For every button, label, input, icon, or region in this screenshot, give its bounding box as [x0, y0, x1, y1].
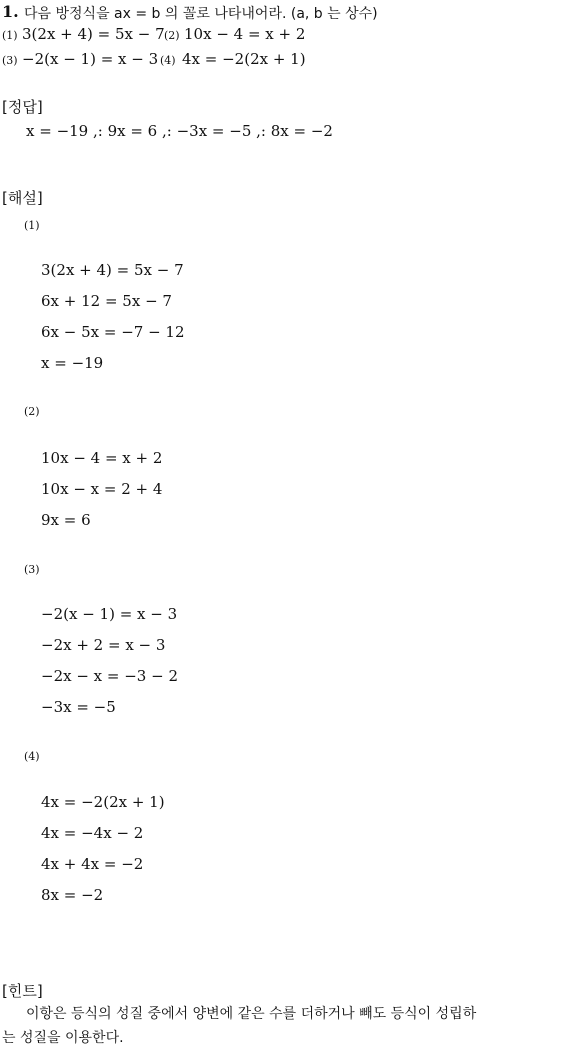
answer-text: x = −19 ,: 9x = 6 ,: −3x = −5 ,: 8x = −2	[26, 122, 333, 140]
problem-item-1-label: (1)	[2, 29, 18, 42]
problem-number: 1.	[2, 2, 19, 21]
problem-item-3-equation: −2(x − 1) = x − 3	[22, 50, 159, 68]
solution-part-4-step: 8x = −2	[41, 886, 104, 904]
answer-heading: [정답]	[2, 98, 43, 116]
solution-part-3-step: −3x = −5	[41, 698, 116, 716]
solution-part-3-step: −2x − x = −3 − 2	[41, 667, 178, 685]
problem-item-4-equation: 4x = −2(2x + 1)	[182, 50, 306, 68]
problem-prompt: 다음 방정식을 ax = b 의 꼴로 나타내어라. (a, b 는 상수)	[24, 6, 378, 22]
solution-part-4-step: 4x = −4x − 2	[41, 824, 144, 842]
hint-line-1: 이항은 등식의 성질 중에서 양변에 같은 수를 더하거나 빼도 등식이 성립하	[26, 1006, 477, 1022]
solution-part-3-step: −2x + 2 = x − 3	[41, 636, 166, 654]
solution-part-2-step: 9x = 6	[41, 511, 91, 529]
solution-part-2-step: 10x − 4 = x + 2	[41, 449, 163, 467]
solution-heading: [해설]	[2, 189, 43, 207]
problem-item-4-label: (4)	[160, 54, 176, 67]
hint-line-2: 는 성질을 이용한다.	[2, 1030, 124, 1046]
problem-item-2-label: (2)	[164, 29, 180, 42]
hint-heading: [힌트]	[2, 982, 43, 1000]
solution-part-1-step: x = −19	[41, 354, 104, 372]
solution-part-2-label: (2)	[24, 405, 40, 418]
problem-item-2-equation: 10x − 4 = x + 2	[184, 25, 306, 43]
problem-item-3-label: (3)	[2, 54, 18, 67]
solution-part-3-label: (3)	[24, 563, 40, 576]
solution-part-4-step: 4x + 4x = −2	[41, 855, 144, 873]
problem-item-1-equation: 3(2x + 4) = 5x − 7	[22, 25, 165, 43]
solution-part-4-label: (4)	[24, 750, 40, 763]
solution-part-1-step: 6x − 5x = −7 − 12	[41, 323, 185, 341]
solution-part-4-step: 4x = −2(2x + 1)	[41, 793, 165, 811]
solution-part-1-label: (1)	[24, 219, 40, 232]
solution-part-2-step: 10x − x = 2 + 4	[41, 480, 163, 498]
solution-part-1-step: 3(2x + 4) = 5x − 7	[41, 261, 184, 279]
solution-part-3-step: −2(x − 1) = x − 3	[41, 605, 178, 623]
solution-part-1-step: 6x + 12 = 5x − 7	[41, 292, 172, 310]
